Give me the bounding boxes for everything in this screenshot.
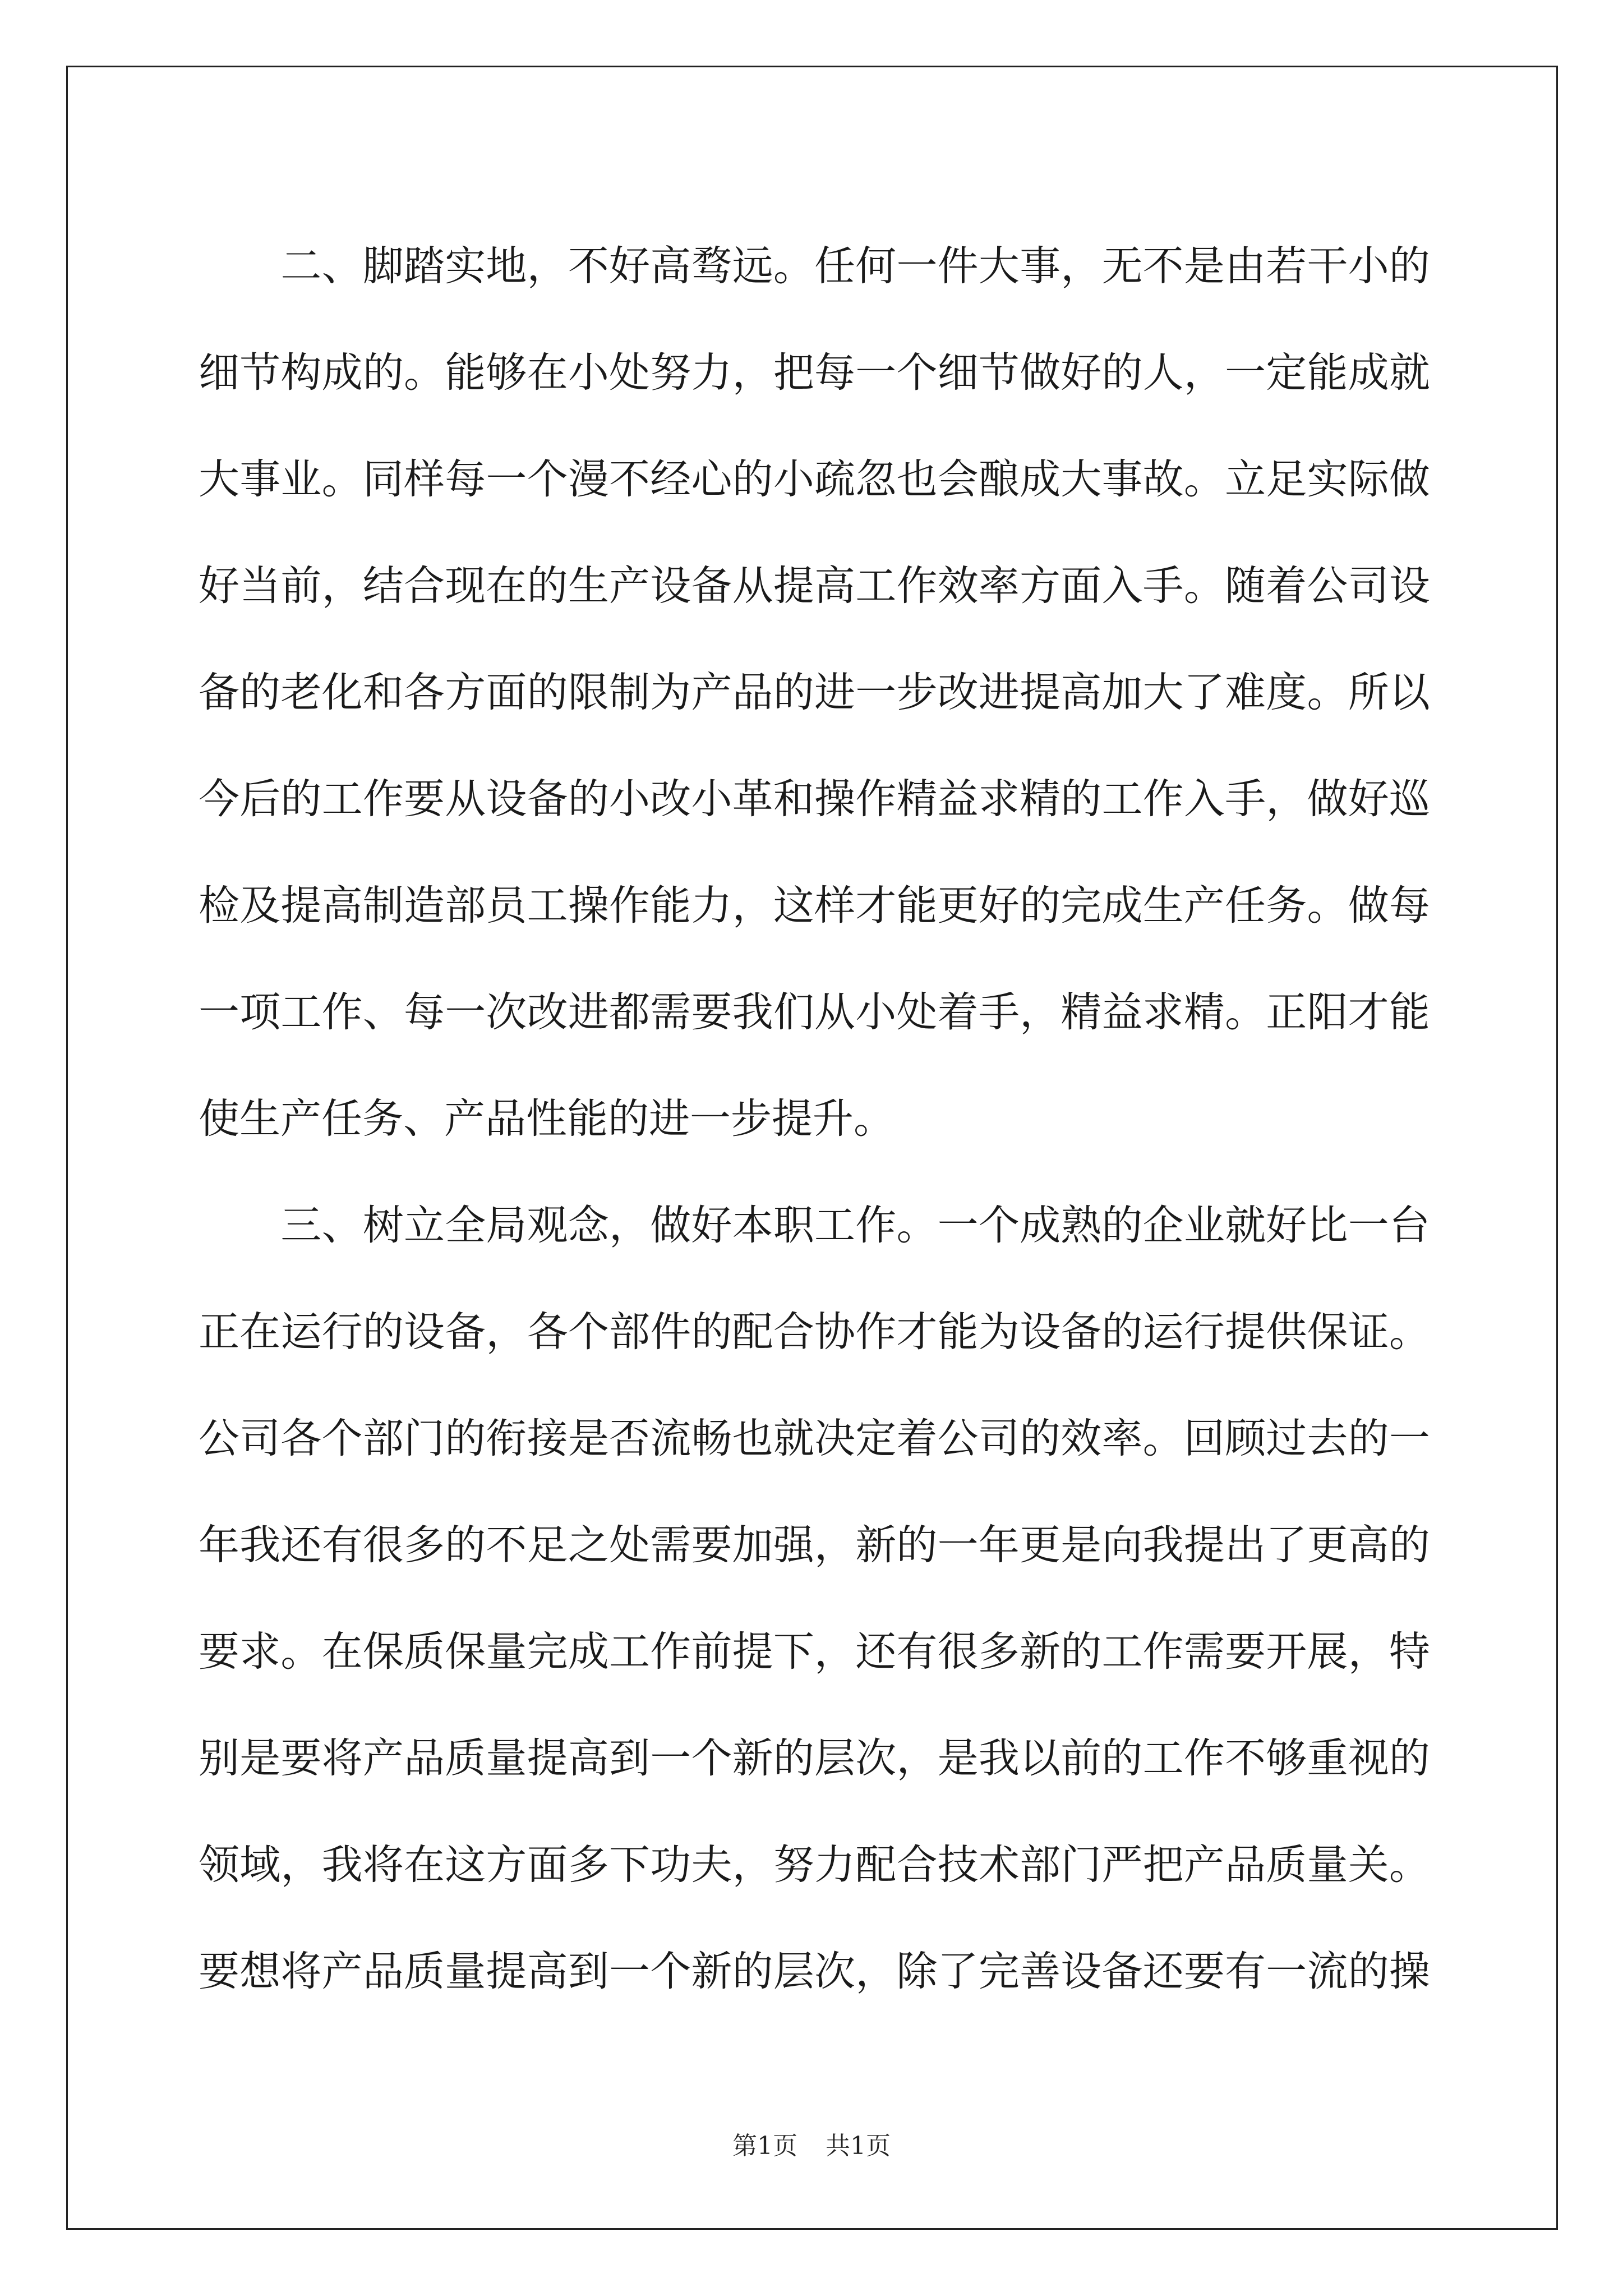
text-line: 正 在 运 行 的 设 备 ， 各 个 部 件 的 配 合 协 作 才 能 为 设 备 的 运 行 提 供 保 证 。 xyxy=(199,1308,1430,1356)
text-line: 公 司 各 个 部 门 的 衔 接 是 否 流 畅 也 就 决 定 着 公 司 的 效 率 。 回 顾 过 去 的 一 xyxy=(199,1415,1430,1462)
text-line: 领 域 ， 我 将 在 这 方 面 多 下 功 夫 ， 努 力 配 合 技 术 部 门 严 把 产 品 质 量 关 。 xyxy=(199,1841,1430,1889)
paragraph-2 xyxy=(199,219,1430,1178)
text-line: 大 事 业 。 同 样 每 一 个 漫 不 经 心 的 小 疏 忽 也 会 酿 成 大 事 故 。 立 足 实 际 做 xyxy=(199,455,1430,503)
text-line: 今 后 的 工 作 要 从 设 备 的 小 改 小 革 和 操 作 精 益 求 精 的 工 作 入 手 ， 做 好 巡 xyxy=(199,775,1430,823)
text-line: 要 想 将 产 品 质 量 提 高 到 一 个 新 的 层 次 ， 除 了 完 善 设 备 还 要 有 一 流 的 操 xyxy=(199,1948,1430,1995)
document-body xyxy=(199,219,1430,2031)
text-line: 要 求 。 在 保 质 保 量 完 成 工 作 前 提 下 ， 还 有 很 多 新 的 工 作 需 要 开 展 ， 特 xyxy=(199,1628,1430,1676)
paragraph-3 xyxy=(199,1178,1430,2031)
page-footer xyxy=(0,2129,1623,2163)
text-line: 别 是 要 将 产 品 质 量 提 高 到 一 个 新 的 层 次 ， 是 我 以 前 的 工 作 不 够 重 视 的 xyxy=(199,1734,1430,1782)
text-line: 好 当 前 ， 结 合 现 在 的 生 产 设 备 从 提 高 工 作 效 率 方 面 入 手 。 随 着 公 司 设 xyxy=(199,562,1430,610)
text-line: 一 项 工 作 、 每 一 次 改 进 都 需 要 我 们 从 小 处 着 手 ， 精 益 求 精 。 正 阳 才 能 xyxy=(199,988,1430,1036)
text-line: 细 节 构 成 的 。 能 够 在 小 处 努 力 ， 把 每 一 个 细 节 做 好 的 人 ， 一 定 能 成 就 xyxy=(199,349,1430,397)
page-number: 第1页 xyxy=(732,2132,797,2160)
text-line: 检 及 提 高 制 造 部 员 工 操 作 能 力 ， 这 样 才 能 更 好 的 完 成 生 产 任 务 。 做 每 xyxy=(199,882,1430,930)
page-total: 共1页 xyxy=(826,2132,891,2160)
text-line: 二 、 脚 踏 实 地 ， 不 好 高 骛 远 。 任 何 一 件 大 事 ， 无 不 是 由 若 干 小 的 xyxy=(280,242,1430,290)
text-line: 使生产任务、产品性能的进一步提升。 xyxy=(199,1095,895,1143)
text-line: 三 、 树 立 全 局 观 念 ， 做 好 本 职 工 作 。 一 个 成 熟 的 企 业 就 好 比 一 台 xyxy=(280,1202,1430,1249)
text-line: 备 的 老 化 和 各 方 面 的 限 制 为 产 品 的 进 一 步 改 进 提 高 加 大 了 难 度 。 所 以 xyxy=(199,669,1430,716)
text-line: 年 我 还 有 很 多 的 不 足 之 处 需 要 加 强 ， 新 的 一 年 更 是 向 我 提 出 了 更 高 的 xyxy=(199,1521,1430,1569)
